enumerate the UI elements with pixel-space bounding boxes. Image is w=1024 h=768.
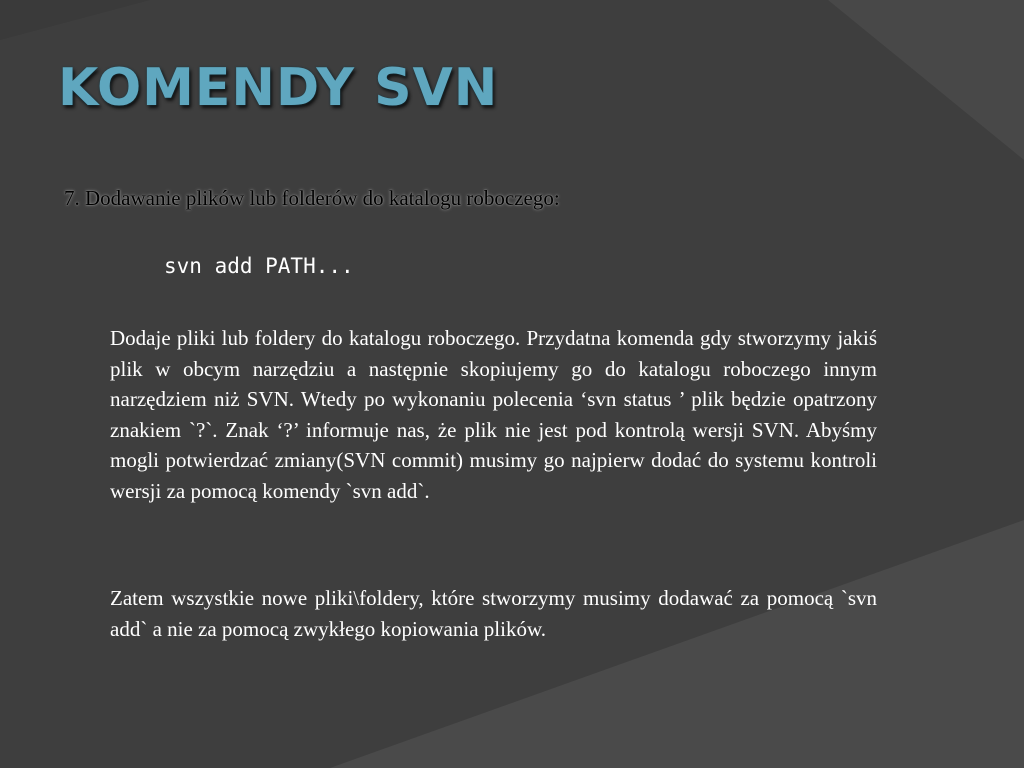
background-band-upper [828,0,1024,160]
description-paragraph: Dodaje pliki lub foldery do katalogu roboczego. Przydatna komenda gdy stworzymy jakiś plik w obcym narzędziu a następnie skopiujemy go do katalogu roboczego innym narzędziem niż SVN. Wtedy po wykonaniu polecenia ‘svn status ’ plik będzie opatrzony znakiem `?`. Znak ‘?’ informuje nas, że plik nie jest pod kontrolą wersji SVN. Abyśmy mogli potwierdzać zmiany(SVN commit) musimy go najpierw dodać do systemu kontroli wersji za pomocą komendy `svn add`. [110,326,877,503]
summary-paragraph: Zatem wszystkie nowe pliki\foldery, które stworzymy musimy dodawać za pomocą `svn add` a nie za pomocą zwykłego kopiowania plików. [110,586,877,641]
slide-title: KOMENDY SVN [58,58,499,118]
background-band-lower [330,520,1024,768]
section-heading: 7. Dodawanie plików lub folderów do katalogu roboczego: [64,186,560,210]
command-example: svn add PATH... [164,254,354,278]
background-band-top-left [0,0,150,40]
